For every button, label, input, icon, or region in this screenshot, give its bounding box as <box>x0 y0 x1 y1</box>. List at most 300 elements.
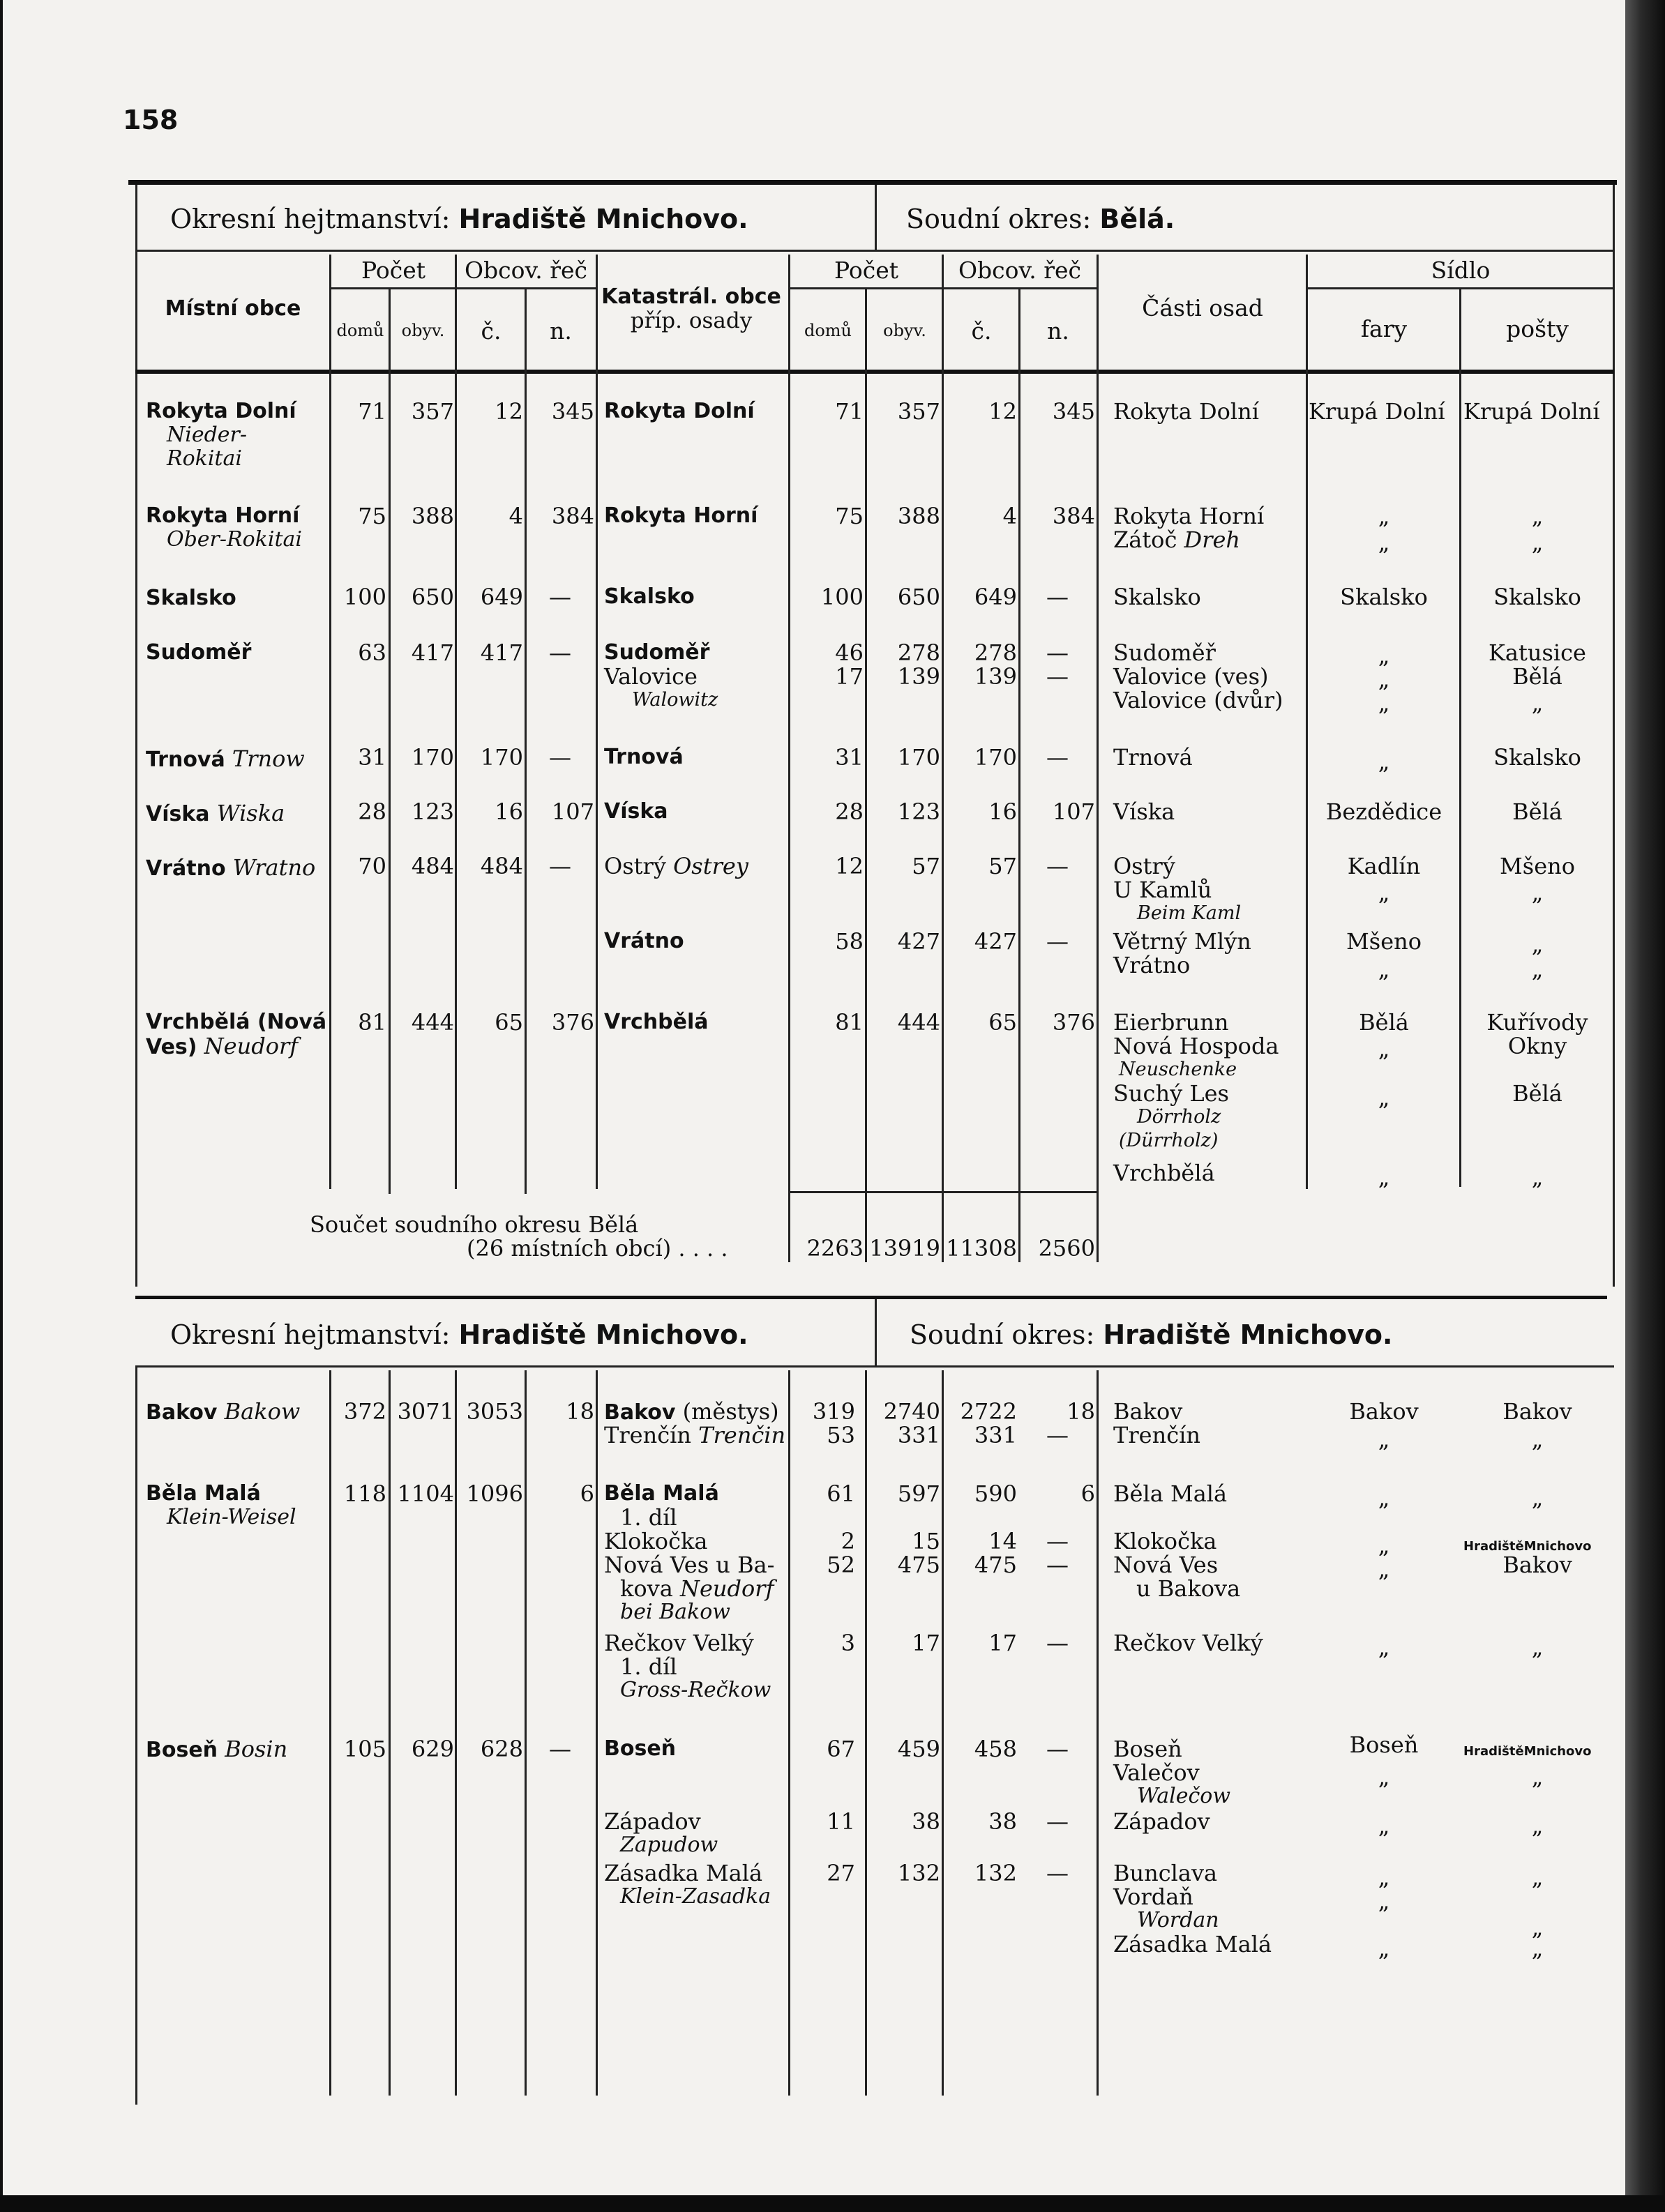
domu-value: 105 <box>343 1736 386 1762</box>
fara-value: „ <box>1378 1812 1390 1839</box>
fara-value: Skalsko <box>1340 584 1428 610</box>
kdomu-value: 61 <box>827 1480 855 1507</box>
n-value: 18 <box>566 1398 594 1425</box>
fara-value: Boseň <box>1349 1732 1419 1758</box>
obec-name: Trnová <box>146 748 225 772</box>
hdr-katastr-2: příp. osady <box>630 308 753 333</box>
kc-value: 38 <box>988 1808 1017 1835</box>
posta-value: „ <box>1531 690 1544 716</box>
kobyv-value: 38 <box>912 1808 940 1835</box>
kc-value: 57 <box>988 853 1017 879</box>
kc-value: 16 <box>988 798 1017 825</box>
kn-value: — <box>1046 1808 1069 1835</box>
kn-value: 376 <box>1052 1009 1095 1036</box>
district-banner <box>170 204 748 234</box>
katastr-suffix: (městys) <box>682 1398 779 1425</box>
kdomu-value: 11 <box>827 1808 855 1835</box>
cast-name: Valovice (ves) <box>1113 663 1269 690</box>
district-banner-2 <box>170 1319 748 1350</box>
col-line <box>1097 255 1099 1262</box>
banner-divider <box>875 185 877 251</box>
total-label: Součet soudního okresu Bělá <box>310 1211 639 1238</box>
posta-value: „ <box>1531 1812 1544 1839</box>
fara-value: „ <box>1378 1084 1390 1111</box>
cast-name: Bakov <box>1113 1398 1183 1425</box>
hdr-n: n. <box>550 317 572 344</box>
c-value: 3053 <box>466 1398 523 1425</box>
kc-value: 65 <box>988 1009 1017 1036</box>
total-domu: 2263 <box>806 1235 864 1262</box>
posta-value: „ <box>1531 931 1544 957</box>
kobyv-value: 459 <box>897 1736 940 1762</box>
fara-value: „ <box>1378 529 1390 556</box>
fara-value: „ <box>1378 956 1390 983</box>
hdr-mistni-obce: Místní obce <box>165 296 301 321</box>
cast-name: Zásadka Malá <box>1113 1931 1272 1957</box>
kobyv-value: 2740 <box>883 1398 940 1425</box>
fara-value: „ <box>1378 1556 1390 1582</box>
kdomu-value: 28 <box>835 798 864 825</box>
kobyv-value: 278 <box>897 639 940 666</box>
katastr-name: Rokyta Horní <box>604 503 758 528</box>
katastr-name: Nová Ves u Ba- <box>604 1552 775 1578</box>
posta-value: Skalsko <box>1493 744 1581 771</box>
kobyv-value: 15 <box>912 1528 940 1554</box>
cast-name: Nová Hospoda <box>1113 1033 1279 1059</box>
fara-value: „ <box>1378 1485 1390 1511</box>
kc-value: 170 <box>974 744 1017 771</box>
obec-name: Ves) <box>146 1035 197 1059</box>
total-label: (26 místních obcí) . . . . <box>467 1235 728 1262</box>
scan-edge <box>1625 0 1665 2212</box>
col-line <box>389 1370 391 2096</box>
total-obyv: 13919 <box>869 1235 940 1262</box>
fara-value: „ <box>1378 1764 1390 1790</box>
obec-alt: Bosin <box>225 1736 288 1762</box>
hdr-obyv: obyv. <box>401 321 445 340</box>
hdr-sidlo: Sídlo <box>1431 257 1491 284</box>
cast-name: Vrátno <box>1113 952 1191 978</box>
posta-value: „ <box>1531 1935 1544 1962</box>
obec-alt: Bakow <box>224 1398 301 1425</box>
cast-name: Trenčín <box>1113 1422 1200 1448</box>
cast-name: Rečkov Velký <box>1113 1630 1263 1656</box>
obyv-value: 629 <box>411 1736 454 1762</box>
cast-name: Víska <box>1113 798 1175 825</box>
cast-name: Vordaň <box>1113 1884 1193 1910</box>
banner-divider <box>875 1299 877 1365</box>
kobyv-value: 427 <box>897 928 940 955</box>
domu-value: 70 <box>358 853 386 879</box>
n-value: — <box>549 853 571 879</box>
kobyv-value: 123 <box>897 798 940 825</box>
scanned-page <box>3 0 1639 2197</box>
kdomu-value: 75 <box>835 503 864 529</box>
cast-name: Nová Ves <box>1113 1552 1219 1578</box>
kc-value: 14 <box>988 1528 1017 1554</box>
obec-name: Vrchbělá (Nová <box>146 1010 327 1034</box>
obyv-value: 650 <box>411 584 454 610</box>
n-value: 107 <box>551 798 594 825</box>
kdomu-value: 12 <box>835 853 864 879</box>
obyv-value: 444 <box>411 1009 454 1036</box>
c-value: 4 <box>508 503 523 529</box>
cast-name: Rokyta Horní <box>1113 503 1265 529</box>
fara-value: „ <box>1378 1864 1390 1891</box>
hdr-c-2: č. <box>971 317 992 344</box>
fara-value: Bakov <box>1349 1398 1419 1425</box>
kdomu-value: 2 <box>841 1528 855 1554</box>
katastr-name: Vrchbělá <box>604 1010 709 1034</box>
katastr-name: Zásadka Malá <box>604 1860 763 1886</box>
cast-name: Klokočka <box>1113 1528 1217 1554</box>
obec-alt: Klein-Weisel <box>167 1505 296 1529</box>
hdr-domu: domů <box>336 321 384 340</box>
kobyv-value: 57 <box>912 853 940 879</box>
kobyv-value: 650 <box>897 584 940 610</box>
c-value: 1096 <box>466 1480 523 1507</box>
court-label: Soudní okres: <box>906 204 1092 234</box>
hdr-katastr: Katastrál. obce <box>601 285 781 309</box>
cast-name: Rokyta Dolní <box>1113 398 1259 425</box>
kn-value: — <box>1046 1422 1069 1448</box>
cast-alt: Neuschenke <box>1119 1059 1237 1080</box>
kdomu-value: 71 <box>835 398 864 425</box>
katastr-part: 1. díl <box>620 1504 677 1531</box>
total-n: 2560 <box>1038 1235 1095 1262</box>
obec-alt: Trnow <box>232 745 305 772</box>
domu-value: 63 <box>358 639 386 666</box>
posta-value: „ <box>1531 503 1544 529</box>
cast-name: Západov <box>1113 1808 1210 1835</box>
posta-value: Bělá <box>1512 1080 1562 1107</box>
kn-value: — <box>1046 639 1069 666</box>
n-value: — <box>549 584 571 610</box>
top-rule <box>128 180 1617 185</box>
kc-value: 139 <box>974 663 1017 690</box>
domu-value: 81 <box>358 1009 386 1036</box>
kc-value: 590 <box>974 1480 1017 1507</box>
n-value: 376 <box>551 1009 594 1036</box>
kdomu-value: 319 <box>812 1398 855 1425</box>
katastr-alt: Trenčin <box>698 1422 786 1448</box>
cast-name: Sudoměř <box>1113 639 1216 666</box>
kc-value: 475 <box>974 1552 1017 1578</box>
col-line <box>788 1370 790 2096</box>
katastr-part: 1. díl <box>620 1653 677 1680</box>
col-line <box>329 1370 331 2096</box>
kc-value: 12 <box>988 398 1017 425</box>
hdr-casti-osad: Části osad <box>1142 294 1263 321</box>
posta-value: Bělá <box>1512 798 1562 825</box>
n-value: 345 <box>551 398 594 425</box>
posta-value: „ <box>1531 1426 1544 1453</box>
col-line <box>865 1370 867 2096</box>
katastr-name: Víska <box>604 799 668 824</box>
obec-name: Rokyta Dolní <box>146 399 296 423</box>
katastr-alt: Gross-Rečkow <box>620 1678 771 1702</box>
kdomu-value: 46 <box>835 639 864 666</box>
n-value: 6 <box>580 1480 594 1507</box>
posta-value: „ <box>1531 1164 1544 1190</box>
kdomu-value: 27 <box>827 1860 855 1886</box>
fara-value: „ <box>1378 690 1390 716</box>
posta-value: HradištěMnichovo <box>1463 1744 1592 1759</box>
posta-value: „ <box>1531 1634 1544 1660</box>
kn-value: — <box>1046 1528 1069 1554</box>
kobyv-value: 357 <box>897 398 940 425</box>
domu-value: 100 <box>343 584 386 610</box>
col-line <box>596 255 598 1189</box>
kn-value: 18 <box>1067 1398 1095 1425</box>
district-name: Hradiště Mnichovo. <box>458 1319 748 1350</box>
cast-name: Suchý Les <box>1113 1080 1229 1107</box>
frame-right <box>1613 185 1615 1287</box>
fara-value: „ <box>1378 879 1390 906</box>
fara-value: „ <box>1378 748 1390 775</box>
katastr-name: Ostrý <box>604 853 666 879</box>
banner-bottom <box>135 250 1614 252</box>
domu-value: 31 <box>358 744 386 771</box>
obyv-value: 170 <box>411 744 454 771</box>
posta-value: Kuřívody <box>1486 1009 1588 1036</box>
obec-alt: Wratno <box>232 854 316 881</box>
kobyv-value: 139 <box>897 663 940 690</box>
kc-value: 17 <box>988 1630 1017 1656</box>
n-value: 384 <box>551 503 594 529</box>
hdr-obyv-2: obyv. <box>883 321 926 340</box>
kdomu-value: 67 <box>827 1736 855 1762</box>
cast-name: Skalsko <box>1113 584 1201 610</box>
kdomu-value: 31 <box>835 744 864 771</box>
kdomu-value: 52 <box>827 1552 855 1578</box>
n-value: — <box>549 744 571 771</box>
posta-value: Bělá <box>1512 663 1562 690</box>
fara-value: „ <box>1378 1426 1390 1453</box>
kobyv-value: 132 <box>897 1860 940 1886</box>
posta-value: Katusice <box>1489 639 1586 666</box>
col-line <box>1097 1370 1099 2096</box>
kn-value: — <box>1046 1552 1069 1578</box>
katastr-alt: Zapudow <box>620 1833 718 1857</box>
katastr-name: Běla Malá <box>604 1481 719 1506</box>
district-label: Okresní hejtmanství: <box>170 1319 451 1350</box>
posta-value: „ <box>1531 529 1544 556</box>
kc-value: 458 <box>974 1736 1017 1762</box>
obec-name: Rokyta Horní <box>146 503 300 528</box>
katastr-name: Klokočka <box>604 1528 708 1554</box>
kobyv-value: 388 <box>897 503 940 529</box>
katastr-name: Západov <box>604 1808 701 1835</box>
obyv-value: 417 <box>411 639 454 666</box>
posta-value: Krupá Dolní <box>1463 398 1600 425</box>
obec-name: Běla Malá <box>146 1481 261 1506</box>
fara-value: Kadlín <box>1347 853 1421 879</box>
cast-alt: Dreh <box>1184 527 1241 553</box>
katastr-alt: Neudorf <box>679 1575 774 1602</box>
cast-name: Valečov <box>1113 1759 1200 1786</box>
domu-value: 118 <box>343 1480 386 1507</box>
fara-value: „ <box>1378 1532 1390 1559</box>
n-value: — <box>549 639 571 666</box>
katastr-name: Trenčín <box>604 1422 691 1448</box>
hdr-fary: fary <box>1360 315 1408 342</box>
cast-name: u Bakova <box>1136 1575 1241 1602</box>
kn-value: 107 <box>1052 798 1095 825</box>
cast-name: Větrný Mlýn <box>1113 928 1251 955</box>
cast-alt: Wordan <box>1137 1908 1219 1932</box>
total-rule <box>788 1191 1098 1193</box>
posta-value: Bakov <box>1502 1552 1572 1578</box>
kn-value: — <box>1046 663 1069 690</box>
court-banner-2 <box>910 1319 1392 1350</box>
n-value: — <box>549 1736 571 1762</box>
kc-value: 2722 <box>960 1398 1017 1425</box>
fara-value: Bezdědice <box>1325 798 1442 825</box>
section2-top-rule <box>135 1296 1607 1299</box>
kdomu-value: 53 <box>827 1422 855 1448</box>
domu-value: 71 <box>358 398 386 425</box>
c-value: 417 <box>480 639 523 666</box>
banner-bottom <box>135 1365 1614 1368</box>
katastr-name: kova <box>620 1575 673 1602</box>
obyv-value: 3071 <box>397 1398 454 1425</box>
obec-name: Skalsko <box>146 586 236 610</box>
obec-name: Bakov <box>146 1400 218 1425</box>
posta-value: „ <box>1531 956 1544 983</box>
col-line <box>329 255 331 1189</box>
kc-value: 649 <box>974 584 1017 610</box>
kn-value: — <box>1046 853 1069 879</box>
fara-value: „ <box>1378 1935 1390 1962</box>
domu-value: 28 <box>358 798 386 825</box>
hdr-domu-2: domů <box>804 321 852 340</box>
hdr-obcov: Obcov. řeč <box>464 257 588 284</box>
fara-value: Bělá <box>1359 1009 1409 1036</box>
obec-alt: Rokitai <box>167 446 242 471</box>
katastr-name: Boseň <box>604 1736 677 1761</box>
obec-alt: Ober-Rokitai <box>167 527 302 552</box>
cast-alt: Beim Kaml <box>1137 902 1242 924</box>
court-name: Bělá. <box>1099 204 1175 234</box>
fara-value: Krupá Dolní <box>1309 398 1445 425</box>
scan-edge <box>0 2195 1665 2212</box>
obyv-value: 123 <box>411 798 454 825</box>
posta-value: „ <box>1531 1914 1544 1941</box>
katastr-name: Bakov <box>604 1400 676 1425</box>
header-bottom-rule <box>135 370 1614 374</box>
katastr-name: Valovice <box>604 663 698 690</box>
cast-name: U Kamlů <box>1113 877 1212 903</box>
court-name: Hradiště Mnichovo. <box>1103 1319 1393 1350</box>
kobyv-value: 597 <box>897 1480 940 1507</box>
kc-value: 278 <box>974 639 1017 666</box>
kn-value: — <box>1046 744 1069 771</box>
obec-name: Boseň <box>146 1738 218 1762</box>
domu-value: 372 <box>343 1398 386 1425</box>
c-value: 12 <box>495 398 523 425</box>
kc-value: 427 <box>974 928 1017 955</box>
kn-value: — <box>1046 1736 1069 1762</box>
obyv-value: 357 <box>411 398 454 425</box>
col-line <box>596 1370 598 2096</box>
c-value: 649 <box>480 584 523 610</box>
cast-alt: (Dürrholz) <box>1119 1130 1219 1151</box>
cast-name: Ostrý <box>1113 853 1175 879</box>
frame-left <box>135 185 137 1287</box>
court-banner-1 <box>906 204 1175 234</box>
kdomu-value: 58 <box>835 928 864 955</box>
kobyv-value: 475 <box>897 1552 940 1578</box>
kc-value: 331 <box>974 1422 1017 1448</box>
fara-value: „ <box>1378 1164 1390 1190</box>
cast-name: Valovice (dvůr) <box>1113 687 1283 713</box>
cast-name: Eierbrunn <box>1113 1009 1229 1036</box>
c-value: 170 <box>480 744 523 771</box>
katastr-alt: Ostrey <box>673 853 748 879</box>
cast-name: Boseň <box>1113 1736 1182 1762</box>
kdomu-value: 100 <box>820 584 864 610</box>
c-value: 628 <box>480 1736 523 1762</box>
fara-value: „ <box>1378 1036 1390 1062</box>
obec-alt: Nieder- <box>167 423 248 447</box>
c-value: 484 <box>480 853 523 879</box>
cast-name: Vrchbělá <box>1113 1160 1215 1186</box>
hdr-posty: pošty <box>1506 315 1569 342</box>
kobyv-value: 170 <box>897 744 940 771</box>
katastr-name: Rečkov Velký <box>604 1630 754 1656</box>
fara-value: „ <box>1378 503 1390 529</box>
katastr-name: Rokyta Dolní <box>604 399 755 423</box>
obyv-value: 388 <box>411 503 454 529</box>
posta-value: „ <box>1531 879 1544 906</box>
district-label: Okresní hejtmanství: <box>170 204 451 234</box>
kn-value: 345 <box>1052 398 1095 425</box>
posta-value: Bakov <box>1502 1398 1572 1425</box>
katastr-name: Vrátno <box>604 929 684 953</box>
fara-value: „ <box>1378 1634 1390 1660</box>
obyv-value: 1104 <box>397 1480 454 1507</box>
kdomu-value: 3 <box>841 1630 855 1656</box>
fara-value: „ <box>1378 666 1390 692</box>
col-line <box>525 1370 527 2096</box>
kdomu-value: 17 <box>835 663 864 690</box>
fara-value: „ <box>1378 1888 1390 1914</box>
fara-value: Mšeno <box>1346 928 1422 955</box>
col-line <box>455 1370 457 2096</box>
page-number: 158 <box>123 105 179 135</box>
col-line <box>455 255 457 1189</box>
kobyv-value: 17 <box>912 1630 940 1656</box>
fara-value: „ <box>1378 642 1390 669</box>
cast-name: Zátoč <box>1113 527 1177 553</box>
katastr-alt: bei Bakow <box>620 1600 730 1624</box>
district-name: Hradiště Mnichovo. <box>458 204 748 234</box>
obec-name: Sudoměř <box>146 640 252 665</box>
c-value: 65 <box>495 1009 523 1036</box>
posta-value: „ <box>1531 1485 1544 1511</box>
kobyv-value: 331 <box>897 1422 940 1448</box>
kn-value: — <box>1046 928 1069 955</box>
hdr-pocet-2: Počet <box>834 257 898 284</box>
domu-value: 75 <box>358 503 386 529</box>
cast-name: Běla Malá <box>1113 1480 1228 1507</box>
total-c: 11308 <box>946 1235 1017 1262</box>
obec-alt: Wiska <box>216 800 285 826</box>
c-value: 16 <box>495 798 523 825</box>
kn-value: 384 <box>1052 503 1095 529</box>
cast-name: Trnová <box>1113 744 1193 771</box>
